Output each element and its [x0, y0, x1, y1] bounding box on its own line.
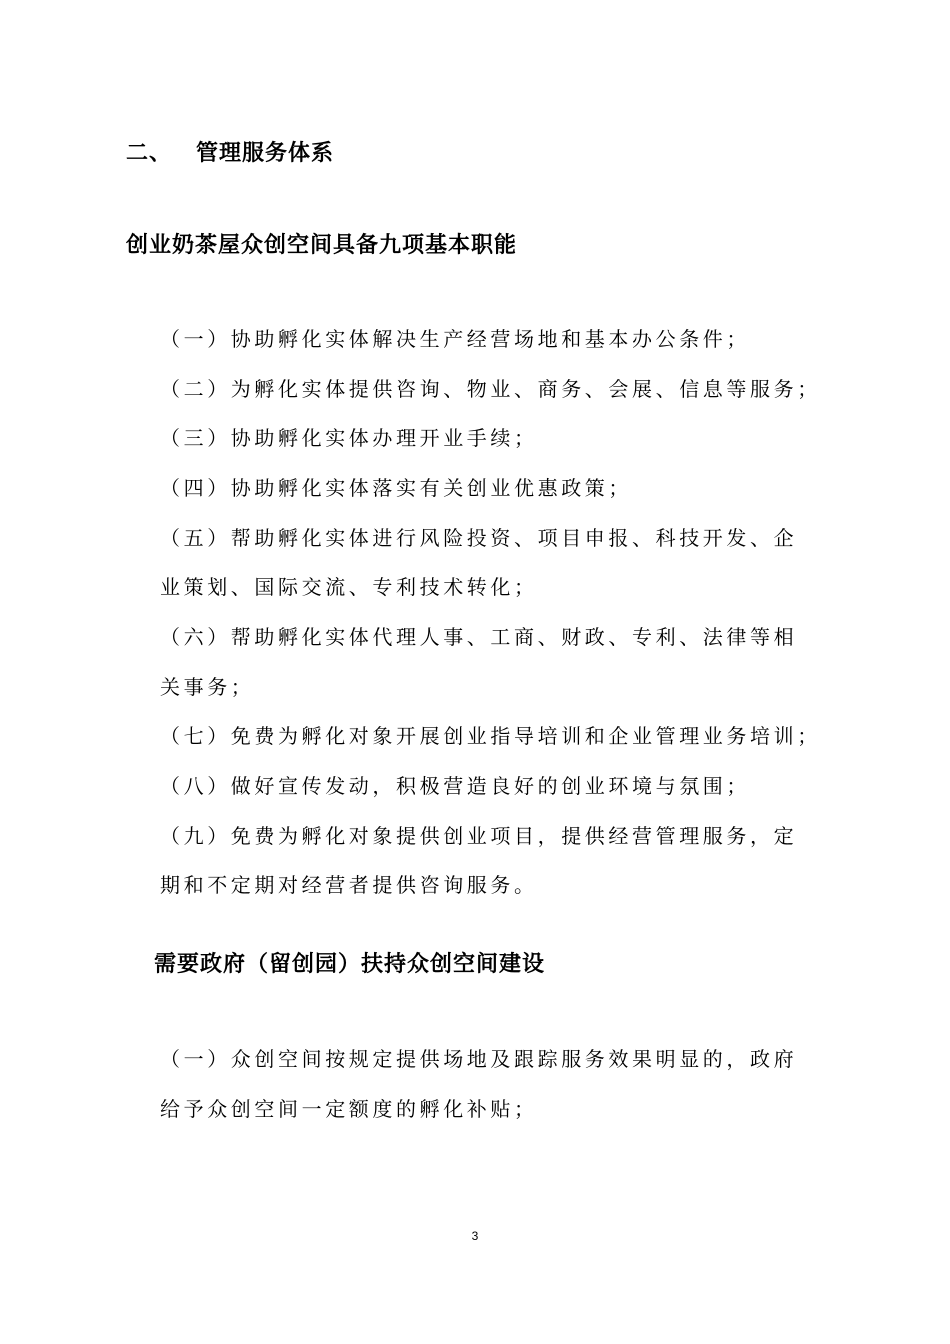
function-item-7: （七）免费为孵化对象开展创业指导培训和企业管理业务培训；: [160, 724, 821, 748]
section-number: 二、: [126, 141, 173, 166]
government-item-1-cont: 给予众创空间一定额度的孵化补贴；: [160, 1097, 538, 1121]
function-item-6-cont: 关事务；: [160, 675, 255, 699]
government-item-1: （一）众创空间按规定提供场地及跟踪服务效果明显的，政府: [160, 1047, 798, 1071]
function-item-1: （一）协助孵化实体解决生产经营场地和基本办公条件；: [160, 327, 750, 351]
function-item-8: （八）做好宣传发动，积极营造良好的创业环境与氛围；: [160, 774, 750, 798]
function-item-4: （四）协助孵化实体落实有关创业优惠政策；: [160, 476, 632, 500]
function-item-2: （二）为孵化实体提供咨询、物业、商务、会展、信息等服务；: [160, 377, 821, 401]
section-heading: [126, 136, 334, 167]
section-title: 管理服务体系: [196, 141, 335, 166]
government-heading: 需要政府（留创园）扶持众创空间建设: [154, 952, 546, 977]
functions-heading: 创业奶茶屋众创空间具备九项基本职能: [126, 233, 518, 258]
function-item-6: （六）帮助孵化实体代理人事、工商、财政、专利、法律等相: [160, 625, 798, 649]
page-number: 3: [471, 1229, 479, 1243]
function-item-9: （九）免费为孵化对象提供创业项目，提供经营管理服务，定: [160, 824, 798, 848]
function-item-5: （五）帮助孵化实体进行风险投资、项目申报、科技开发、企: [160, 526, 798, 550]
function-item-9-cont: 期和不定期对经营者提供咨询服务。: [160, 873, 538, 897]
function-item-5-cont: 业策划、国际交流、专利技术转化；: [160, 575, 538, 599]
function-item-3: （三）协助孵化实体办理开业手续；: [160, 426, 538, 450]
